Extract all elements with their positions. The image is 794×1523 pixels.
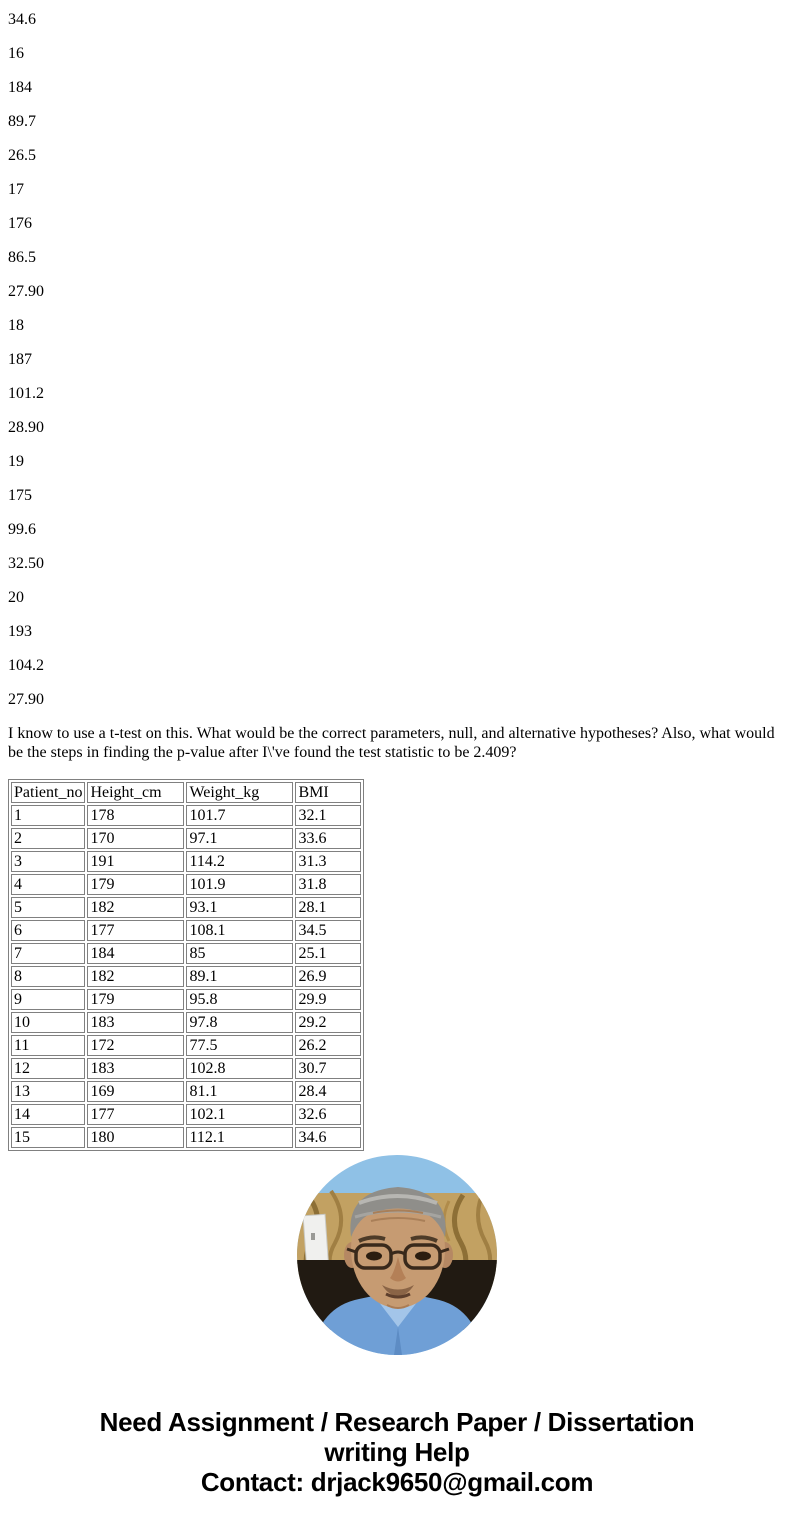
table-cell: 180 (87, 1127, 184, 1148)
value-item: 104.2 (8, 657, 44, 674)
table-cell: 31.8 (295, 874, 361, 895)
table-cell: 169 (87, 1081, 184, 1102)
table-cell: 179 (87, 874, 184, 895)
footer-heading-line2: writing Help (324, 1437, 470, 1467)
value-item: 193 (8, 623, 32, 640)
value-item: 18 (8, 317, 24, 334)
table-cell: 114.2 (186, 851, 293, 872)
table-cell: 93.1 (186, 897, 293, 918)
value-item: 176 (8, 215, 32, 232)
table-row (11, 851, 361, 872)
table-row (11, 966, 361, 987)
table-cell: 8 (11, 966, 85, 987)
table-row (11, 989, 361, 1010)
table-row (11, 1081, 361, 1102)
table-cell: 15 (11, 1127, 85, 1148)
table-row (11, 805, 361, 826)
footer-contact: Contact: drjack9650@gmail.com (200, 1467, 594, 1497)
value-item: 20 (8, 589, 24, 606)
column-header: BMI (295, 782, 361, 803)
avatar (297, 1155, 497, 1355)
table-cell: 29.9 (295, 989, 361, 1010)
table-row (11, 897, 361, 918)
table-cell: 97.8 (186, 1012, 293, 1033)
table-cell: 28.4 (295, 1081, 361, 1102)
table-cell: 26.2 (295, 1035, 361, 1056)
table-cell: 183 (87, 1058, 184, 1079)
table-row (11, 920, 361, 941)
table-cell: 89.1 (186, 966, 293, 987)
table-cell: 9 (11, 989, 85, 1010)
value-item: 17 (8, 181, 24, 198)
table-row (11, 1104, 361, 1125)
table-row (11, 874, 361, 895)
patient-table-clip (8, 779, 786, 1146)
table-cell: 34.6 (295, 1127, 361, 1148)
value-item: 27.90 (8, 283, 44, 300)
table-cell: 178 (87, 805, 184, 826)
table-cell: 5 (11, 897, 85, 918)
table-cell: 33.6 (295, 828, 361, 849)
table-row (11, 1058, 361, 1079)
table-cell: 97.1 (186, 828, 293, 849)
value-item: 86.5 (8, 249, 36, 266)
table-cell: 14 (11, 1104, 85, 1125)
table-cell: 28.1 (295, 897, 361, 918)
value-item: 184 (8, 79, 32, 96)
table-cell: 182 (87, 897, 184, 918)
table-cell: 108.1 (186, 920, 293, 941)
table-cell: 177 (87, 920, 184, 941)
table-cell: 12 (11, 1058, 85, 1079)
table-cell: 25.1 (295, 943, 361, 964)
table-cell: 13 (11, 1081, 85, 1102)
tutor-photo-icon (297, 1155, 497, 1355)
table-row (11, 1012, 361, 1033)
table-cell: 31.3 (295, 851, 361, 872)
value-item: 34.6 (8, 11, 36, 28)
value-item: 19 (8, 453, 24, 470)
value-item: 99.6 (8, 521, 36, 538)
table-cell: 1 (11, 805, 85, 826)
column-header: Height_cm (87, 782, 184, 803)
table-cell: 30.7 (295, 1058, 361, 1079)
table-cell: 2 (11, 828, 85, 849)
table-cell: 102.8 (186, 1058, 293, 1079)
value-item: 28.90 (8, 419, 44, 436)
table-cell: 183 (87, 1012, 184, 1033)
footer-heading-line1: Need Assignment / Research Paper / Dissertation (99, 1407, 695, 1437)
value-item: 26.5 (8, 147, 36, 164)
table-cell: 10 (11, 1012, 85, 1033)
table-cell: 3 (11, 851, 85, 872)
table-cell: 32.6 (295, 1104, 361, 1125)
column-header: Weight_kg (186, 782, 293, 803)
table-cell: 95.8 (186, 989, 293, 1010)
table-cell: 29.2 (295, 1012, 361, 1033)
value-item: 101.2 (8, 385, 44, 402)
table-cell: 7 (11, 943, 85, 964)
table-cell: 32.1 (295, 805, 361, 826)
patient-table (8, 779, 364, 1151)
table-cell: 102.1 (186, 1104, 293, 1125)
value-item: 89.7 (8, 113, 36, 130)
table-cell: 4 (11, 874, 85, 895)
table-cell: 172 (87, 1035, 184, 1056)
table-cell: 101.9 (186, 874, 293, 895)
value-item: 175 (8, 487, 32, 504)
table-cell: 177 (87, 1104, 184, 1125)
value-item: 187 (8, 351, 32, 368)
table-cell: 26.9 (295, 966, 361, 987)
table-cell: 182 (87, 966, 184, 987)
column-header: Patient_no (11, 782, 85, 803)
value-item: 27.90 (8, 691, 44, 708)
table-row (11, 1127, 361, 1148)
table-cell: 179 (87, 989, 184, 1010)
footer (8, 1407, 786, 1497)
footer-heading (8, 1407, 786, 1467)
table-cell: 77.5 (186, 1035, 293, 1056)
table-cell: 85 (186, 943, 293, 964)
table-cell: 34.5 (295, 920, 361, 941)
table-cell: 184 (87, 943, 184, 964)
table-row (11, 1035, 361, 1056)
table-cell: 170 (87, 828, 184, 849)
table-row (11, 943, 361, 964)
table-cell: 191 (87, 851, 184, 872)
table-cell: 81.1 (186, 1081, 293, 1102)
table-cell: 11 (11, 1035, 85, 1056)
value-item: 32.50 (8, 555, 44, 572)
table-cell: 6 (11, 920, 85, 941)
table-cell: 112.1 (186, 1127, 293, 1148)
question-text: I know to use a t-test on this. What would be the correct parameters, null, and alternative hypotheses? Also, what would be the steps in finding the p-value after I\'ve found the test statistic to be 2.409? (8, 725, 775, 761)
values-list (8, 11, 786, 709)
table-row (11, 828, 361, 849)
table-cell: 101.7 (186, 805, 293, 826)
value-item: 16 (8, 45, 24, 62)
table-header-row (11, 782, 361, 803)
